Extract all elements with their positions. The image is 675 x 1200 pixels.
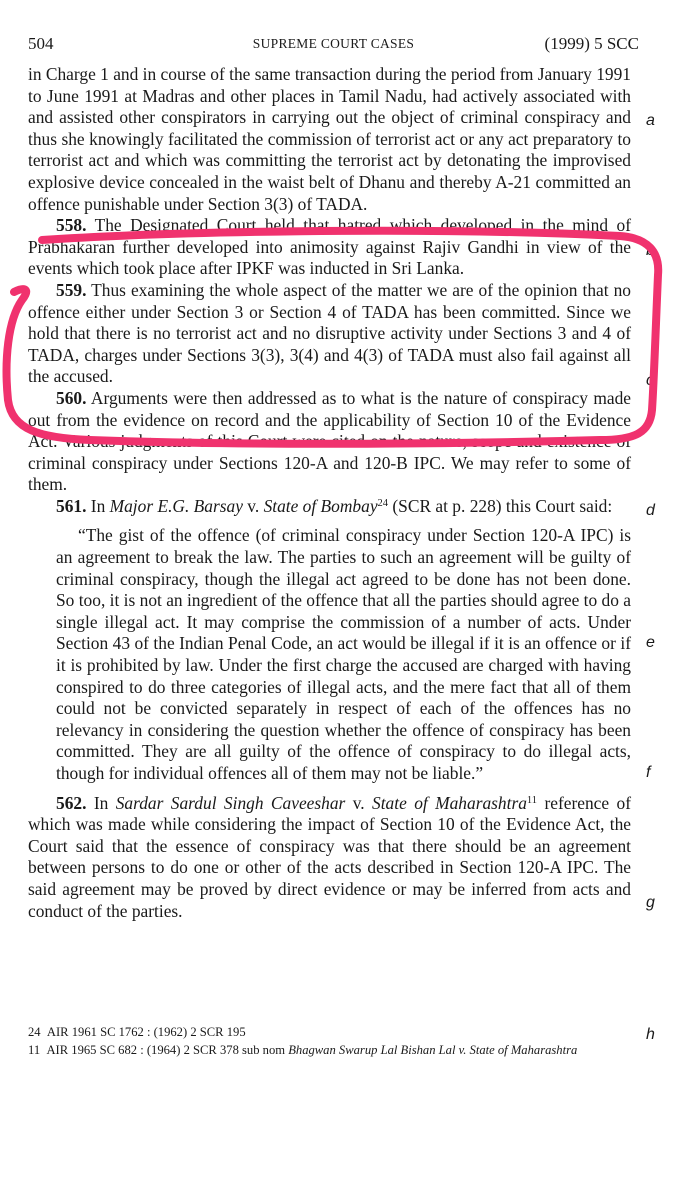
versus: v. xyxy=(345,792,373,813)
paragraph-558 xyxy=(28,215,631,280)
paragraph-number: 558. xyxy=(56,215,87,236)
margin-letter-b: b xyxy=(646,242,655,259)
paragraph-562 xyxy=(28,793,631,923)
reporter-title: SUPREME COURT CASES xyxy=(252,36,415,51)
margin-letter-a: a xyxy=(646,112,655,129)
margin-letter-e: e xyxy=(646,634,655,651)
judgment-text xyxy=(28,64,631,922)
footnote-24 xyxy=(28,1024,638,1041)
paragraph-text: In xyxy=(86,495,110,516)
footnote-case-name: Bhagwan Swarup Lal Bishan Lal v. State of Maharashtra xyxy=(288,1043,578,1057)
paragraph-number: 559. xyxy=(56,279,87,300)
paragraph-number: 560. xyxy=(56,387,87,408)
paragraph-text: (SCR at p. 228) this Court said: xyxy=(388,495,613,516)
paragraph-text: In xyxy=(86,792,116,813)
paragraph-number: 561. xyxy=(56,495,87,516)
case-name: Major E.G. Barsay xyxy=(109,495,243,516)
margin-letter-c: c xyxy=(646,372,654,389)
footnote-ref: 11 xyxy=(526,794,538,806)
margin-letter-f: f xyxy=(646,764,651,781)
paragraph-560 xyxy=(28,388,631,496)
paragraph-561 xyxy=(28,496,631,518)
margin-letter-d: d xyxy=(646,502,655,519)
footnote-ref: 24 xyxy=(377,497,389,509)
case-name: Sardar Sardul Singh Caveeshar xyxy=(115,792,346,813)
versus: v. xyxy=(242,495,264,516)
footnote-number: 11 xyxy=(28,1043,41,1057)
margin-letter-g: g xyxy=(646,894,655,911)
footnotes xyxy=(28,1024,638,1060)
paragraph-text: The Designated Court held that hatred which developed in the mind of Prabhakaran further developed into animosity against Rajiv Gandhi in view of the events which took place after IPKF was inducted in Sri Lanka. xyxy=(28,215,631,279)
block-quote: “The gist of the offence (of criminal conspiracy under Section 120-A IPC) is an agreement to break the law. The parties to such an agreement will be guilty of criminal conspiracy, though the illegal act agreed to be done has not been done. So too, it is not an ingredient of the offence that all the parties should agree to do a single illegal act. It may comprise the commission of a number of acts. Under Section 43 of the Indian Penal Code, an act would be illegal if it is an offence or if it is prohibited by law. Under the first charge the accused are charged with having conspired to do three categories of illegal acts, and the mere fact that all of them could not be convicted separately in respect of each of the offences has no relevancy in considering the question whether the offence of conspiracy has been committed. They are all guilty of the offence of conspiracy to do illegal acts, though for individual offences all of them may not be liable.” xyxy=(56,525,631,783)
page-number: 504 xyxy=(28,34,54,53)
margin-letter-h: h xyxy=(646,1026,655,1043)
intro-paragraph: in Charge 1 and in course of the same transaction during the period from January 1991 to June 1991 at Madras and other places in Tamil Nadu, had actively associated with and assisted other conspirators in carrying out the object of criminal conspiracy and thus she knowingly facilitated the commission of terrorist act or any act preparatory to terrorist act and which was committing the terrorist act by detonating the improvised explosive device concealed in the waist belt of Dhanu and thereby A-21 committed an offence punishable under Section 3(3) of TADA. xyxy=(28,64,631,214)
footnote-text: AIR 1965 SC 682 : (1964) 2 SCR 378 sub nom xyxy=(46,1043,289,1057)
paragraph-text: reference of which was made while considering the impact of Section 10 of the Evidence Act, the Court said that the essence of conspiracy was that there should be an agreement between persons to do one or other of the acts described in Section 120-A IPC. The said agreement may be proved by direct evidence or may be inferred from acts and conduct of the parties. xyxy=(28,792,631,921)
footnote-number: 24 xyxy=(28,1025,41,1039)
paragraph-number: 562. xyxy=(56,792,87,813)
page-header xyxy=(28,34,639,56)
footnote-text: AIR 1961 SC 1762 : (1962) 2 SCR 195 xyxy=(46,1025,246,1039)
volume-citation: (1999) 5 SCC xyxy=(544,34,639,53)
case-name: State of Maharashtra xyxy=(372,792,527,813)
paragraph-text: Thus examining the whole aspect of the matter we are of the opinion that no offence either under Section 3 or Section 4 of TADA has been committed. Since we hold that there is no terrorist act and no disruptive activity under Sections 3 and 4 of TADA, charges under Sections 3(3), 3(4) and 4(3) of TADA must also fail against all the accused. xyxy=(28,279,631,387)
case-name: State of Bombay xyxy=(263,495,378,516)
paragraph-text: Arguments were then addressed as to what is the nature of conspiracy made out from the evidence on record and the applicability of Section 10 of the Evidence Act. Various judgments of this Court were cited on the nature, scope and existence of criminal conspiracy under Sections 120-A and 120-B IPC. We may refer to some of them. xyxy=(28,387,631,495)
paragraph-559 xyxy=(28,280,631,388)
footnote-11 xyxy=(28,1042,638,1059)
